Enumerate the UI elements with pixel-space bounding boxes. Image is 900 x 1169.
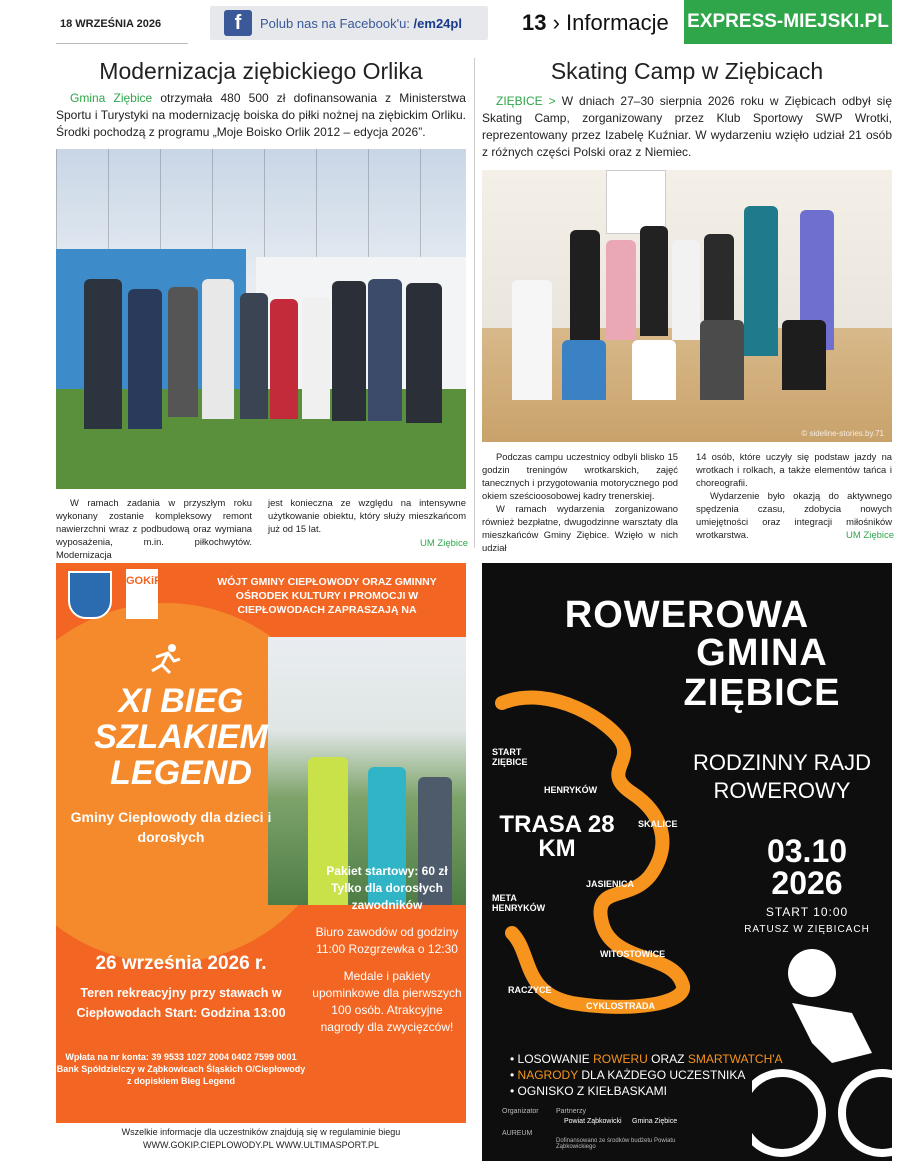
header-divider [56, 43, 188, 44]
poster-sponsors: Organizator Partnerzy AUREUM Powiat Ząbkowicki Gmina Ziębice Dofinansowano ze środków budżetu Powiatu Ząbkowickiego [502, 1108, 678, 1150]
poster-list: • LOSOWANIE ROWERU ORAZ SMARTWATCH'A • NAGRODY DLA KAŻDEGO UCZESTNIKA • OGNISKO Z KIEŁBASKAMI [510, 1052, 783, 1098]
stop-jasienica: JASIENICA [586, 879, 635, 889]
facebook-icon: f [224, 10, 252, 36]
poster-footer: Wszelkie informacje dla uczestników znajdują się w regulaminie biegu WWW.GOKIP.CIEPLOWODY.PL WWW.ULTIMASPORT.PL [56, 1126, 466, 1152]
lead-text: otrzymała 480 500 zł dofinansowania z Ministerstwa Sportu i Turystyki na modernizację boiska do piłki nożnej na ziębickim Orliku. Środki pochodzą z programu „Moje Boisko Orlik 2012 – edycja 2026”. [56, 91, 466, 139]
section-header [522, 10, 669, 36]
brand-logo[interactable]: EXPRESS-MIEJSKI.PL [684, 0, 892, 44]
powiat-logo: Powiat Ząbkowicki [564, 1118, 622, 1125]
article-credit-2: UM Ziębice [846, 530, 895, 541]
lead-place-2: ZIĘBICE > [496, 94, 556, 108]
stop-cyklostrada: CYKLOSTRADA [586, 1001, 655, 1011]
bieg-legend-poster [56, 563, 466, 1123]
stop-henrykow: HENRYKÓW [544, 785, 598, 795]
stop-witostowice: WITOSTOWICE [600, 949, 666, 959]
article-lead [56, 90, 466, 141]
stop-start: START ZIĘBICE [492, 747, 528, 767]
section-name: › Informacje [552, 10, 669, 35]
poster-date-2: 03.10 2026 [766, 833, 848, 901]
poster-details: Pakiet startowy: 60 zł Tylko dla dorosłych zawodników Biuro zawodów od godziny 11:00 Rozgrzewka o 12:30 Medale i pakiety upominkowe dla pierwszych 100 osób. Atrakcyjne nagrody dla zwycięzców! [312, 864, 462, 1034]
skating-photo [482, 170, 892, 442]
page-number: 13 [522, 10, 547, 35]
article-body-col1-2: Podczas campu uczestnicy odbyli blisko 15 godzin treningów wrotkarskich, zajęć tanecznych i przygotowania motorycznego pod okiem sześcioosobowej kadry trenerskiej. W ramach wydarzenia zorganizowano również bezpłatne, dwugodzinne warsztaty dla mieszkańców Gminy Ziębice. Wzięło w nich udział [482, 451, 678, 553]
article-body-col2-2: 14 osób, które uczyły się podstaw jazdy na wrotkach i rolkach, a także elementów tańca i choreografii. Wydarzenie było okazją do aktywnego spędzenia czasu, zdobycia nowych umiejętności oraz integracji miłośników wrotkarstwa. [696, 451, 892, 540]
gmina-ziebice-banner [606, 170, 666, 234]
article-lead-2 [482, 93, 892, 161]
poster-links[interactable]: WWW.GOKIP.CIEPLOWODY.PL WWW.ULTIMASPORT.PL [142, 1140, 380, 1150]
article-credit: UM Ziębice [420, 538, 469, 549]
stop-raczyce: RACZYCE [508, 985, 552, 995]
poster-date: 26 września 2026 r. [95, 953, 267, 974]
gokip-logo-icon: GOKiP [126, 569, 158, 619]
rowerowa-gmina-poster [482, 563, 892, 1161]
aureum-logo: AUREUM [502, 1130, 533, 1137]
gmina-logo: Gmina Ziębice [632, 1118, 678, 1125]
facebook-handle[interactable]: /em24pl [413, 15, 462, 31]
facebook-text: Polub nas na Facebook'u: [260, 15, 410, 31]
orlik-photo [56, 149, 466, 489]
stop-meta: META HENRYKÓW [492, 893, 546, 913]
article-title: Modernizacja ziębickiego Orlika [99, 58, 423, 84]
stop-skalice: SKALICE [638, 819, 678, 829]
facebook-banner[interactable] [210, 6, 488, 40]
runner-icon [146, 643, 182, 675]
article-body-col2: jest konieczna ze względu na intensywne użytkowanie obiektu, który służy mieszkańcom już od 15 lat. [268, 497, 466, 534]
photo-watermark: © sideline-stories.by.71 [801, 429, 884, 438]
ciepłowody-coat-of-arms-icon [68, 571, 112, 619]
poster-title-1: ROWEROWA [564, 594, 810, 636]
poster-subtitle: Gminy Ciepłowody dla dzieci i dorosłych [70, 809, 272, 845]
poster-title: XI BIEG SZLAKIEM LEGEND [94, 682, 268, 792]
lead-text-2: W dniach 27–30 sierpnia 2026 roku w Ziębicach odbył się Skating Camp, zorganizowany przez Klub Sportowy SWP Wrotki, reprezentowany przez Izabelę Kuźniar. W wydarzeniu wzięło udział 21 osób z różnych części Polski oraz z Niemiec. [482, 94, 892, 159]
poster-trasa: TRASA 28 KM [499, 811, 615, 862]
article-title-2: Skating Camp w Ziębicach [550, 58, 824, 84]
poster-payment: Wpłata na nr konta: 39 9533 1027 2004 0402 7599 0001 Bank Spółdzielczy w Ząbkowicach Śląskich O/Ciepłowody z dopiskiem Bieg Legend [56, 1052, 306, 1086]
poster-rajd: RODZINNY RAJD ROWEROWY [692, 750, 872, 803]
poster-title-2: GMINA [696, 632, 828, 674]
column-divider [474, 58, 475, 548]
poster-organizers: WÓJT GMINY CIEPŁOWODY ORAZ GMINNY OŚRODEK KULTURY I PROMOCJI W CIEPŁOWODACH ZAPRASZAJĄ NA [217, 576, 437, 616]
lead-place: Gmina Ziębice [70, 91, 153, 105]
poster-place: Teren rekreacyjny przy stawach w Ciepłowodach Start: Godzina 13:00 [76, 986, 286, 1020]
poster-start: START 10:00 RATUSZ W ZIĘBICACH [744, 905, 870, 935]
poster-title-3: ZIĘBICE [683, 672, 841, 714]
article-body-col1: W ramach zadania w przyszłym roku wykonany zostanie kompleksowy remont nawierzchni wraz z podbudową oraz wymiana wyposażenia, m.in. piłkochwytów. Modernizacja [56, 497, 252, 560]
issue-date: 18 WRZEŚNIA 2026 [60, 18, 162, 30]
